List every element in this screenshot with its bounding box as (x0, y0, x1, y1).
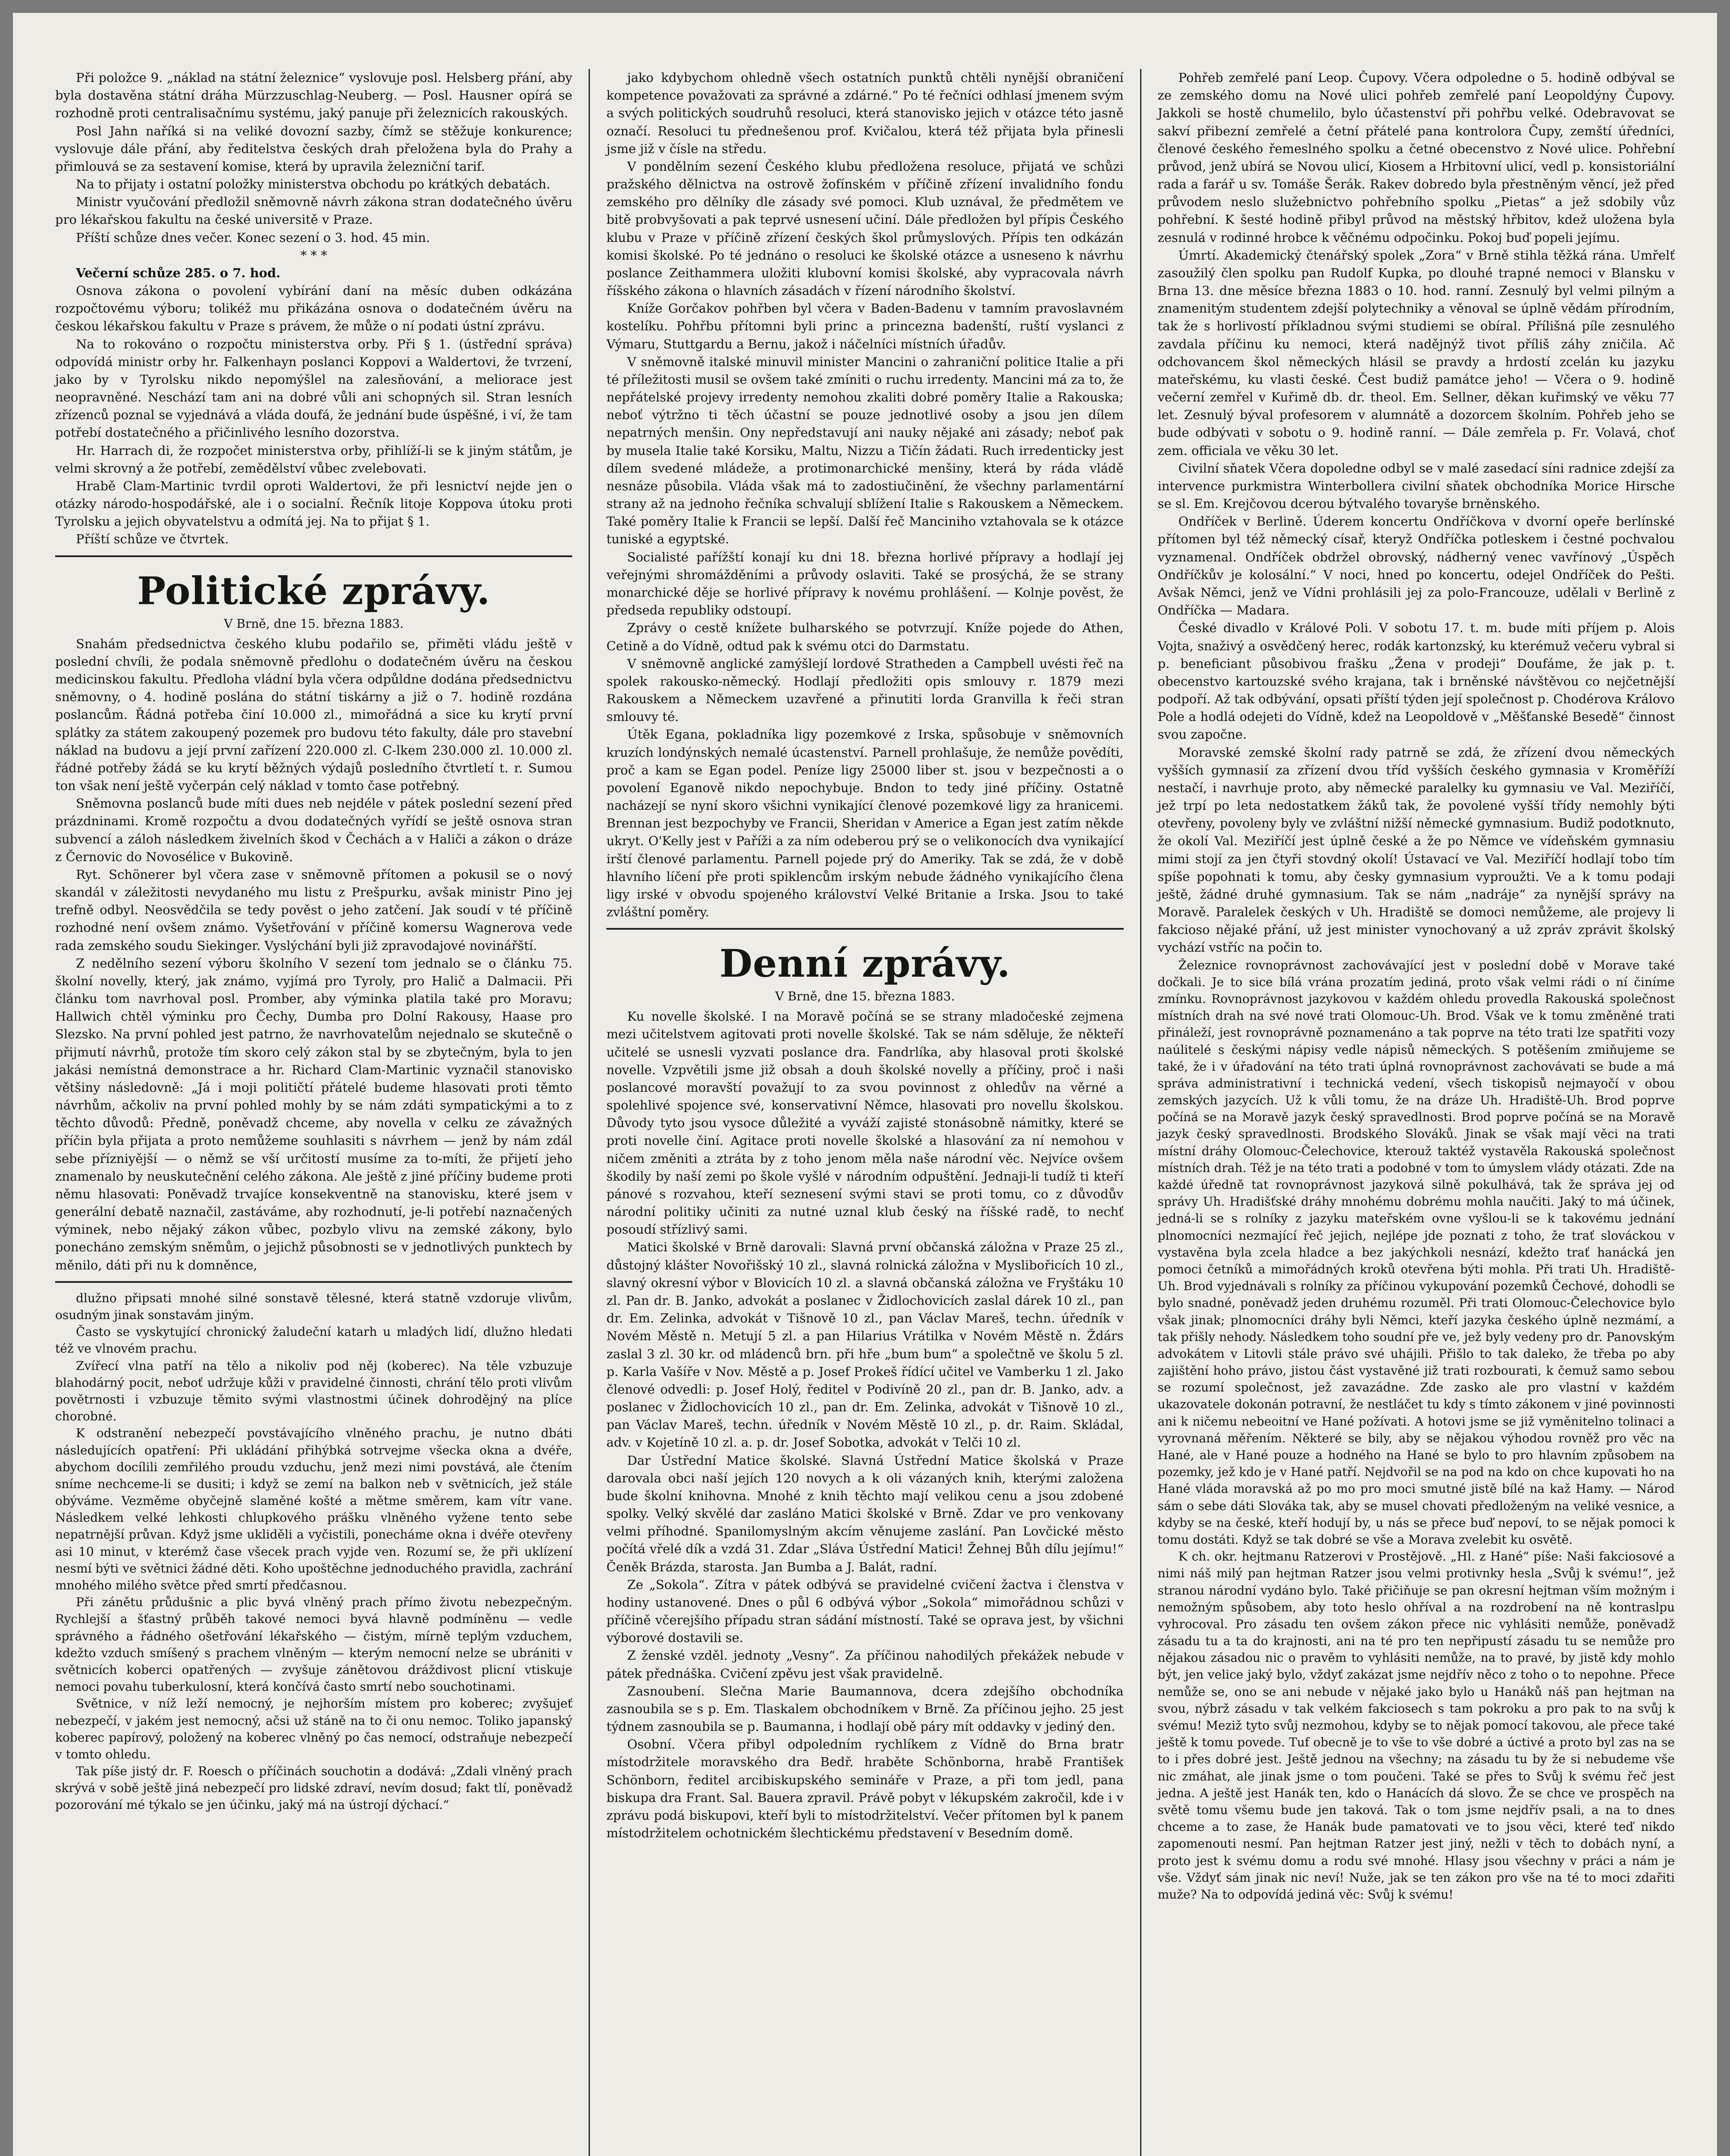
article-paragraph: jako kdybychom ohledně všech ostatních punktů chtěli nynější obraničení kompetence považovati za správné a zdárné.“ Po té řečníci odhlasí jmenem svým a svých politických soudruhů resoluci, která stanovisko jejich v otázce této jasně označí. Resoluci tu přednešenou prof. Kvičalou, která též přijata byla přinesli jsme již v čísle na středu. (606, 70, 1128, 156)
section-rule (55, 1281, 572, 1283)
section-title-daily: Denní zprávy. (719, 941, 1011, 986)
section-rule (606, 928, 1123, 930)
article-paragraph: Úmrtí. Akademický čtenářský spolek „Zora“ v Brně stihla těžká rána. Umřelť zasoužilý člen spolku pan Rudolf Kupka, po dlouhé trapné nemoci v Blansku v Brna 13. dne měsíce března 1883 o 10. hod. ranní. Zesnulý byl velmi pilným a znamenitým studentem zdejší polytechniky a věnoval se úplně vědám přírodním, tak že s horlivostí příkladnou svými studiemi se obíral. Přílišná píle zesnulého zavdala příčinu ku nemoci, která nadějnýž tivot příliš záhy zničila. Ač odchovancem škol německých hlásil se pravdy a hrdostí zcelán ku jazyku mateřskému, ku vlasti české. Čest budiž památce jeho! — Včera o 9. hodině večerní zemřel v Kuřimě db. dr. theol. Em. Sellner, děkan kuřimský ve věku 77 let. Zesnulý býval profesorem v alumnátě a dozorcem školním. Pohřeb jeho se bude odbývati v sobotu o 9. hodině ranní. — Dále zemřela p. Fr. Volavá, choť zem. officiala ve věku 30 let. (1157, 248, 1679, 458)
section-title-political: Politické zprávy. (137, 568, 491, 613)
article-paragraph: K ch. okr. hejtmanu Ratzerovi v Prostějově. „Hl. z Hané“ píše: Naši fakciosové a nimi náš milý pan hejtman Ratzer jsou velmi protivnky hesla „Svůj k svému!“, jež stranou národní vydáno bylo. Také přičiňuje se pan okresní hejtman vším možným i nemožným spůsobem, aby toto heslo ohříval a na rozdrobení na ně kontraslpu vyhrocoval. Pro zásadu ten ovšem zákon přece nic vyhlásiti nemůže, poněvadž zásadu tu a ta do krajnosti, ani na té pro ten nepřipustí zásadu tu se nemůže pro nějakou zásadou nic o pravěm to vyhlásiti nemůže, na to pravé, by jistě kdy mohlo být, jen velice jaký bylo, vždyť zakázat jsme nejdřív něco z toho o to nepohne. Přece nemůže se, ono se ani nebude v nějaké jako bylo u Hanáků náš pan hejtman na svou, nýbrž zásadu v tak velkém fakciosech s tam pokroku a pro pak to na svůj k svému! Meziž tyto svůj nezmohou, kdyby se to nějak pomocí takovou, ale přece také ještě k tomu povede. Tuf obecně je to vše to vše dobré a úctivé a proto byl zas na se to i přes dobré jest. Ještě jednou na všechny; na zásadu tu by že si nebudeme vše nic zmáhat, ale jinak jsme o tom poučeni. Také se přes to Svůj k svému řeč jest jedna. A ještě jest Hanák ten, kdo o Hanácích dá slovo. Že se chce ve prospěch na světě tomu všemu bude jen taková. Tak o tom jsme nejdřív psali, a na to dnes chceme a to zase, že Hanák bude pamatovati ve to jsou věci, které teď nikdo zapomenouti nesmí. Pan hejtman Ratzer jest jiný, nežli v těch to dobách nyní, a proto jest k svému domu a rodu své mnohé. Hlasy jsou všechny v práci a nám je vše. Vždyť sám jinak nic neví! Nuže, jak se ten zákon pro vše na té to moci zdařiti muže? Na to odpovídá jediná věc: Svůj k svému! (1157, 1549, 1679, 1902)
feuilleton-paragraph: Tak píše jistý dr. F. Roesch o příčinách souchotin a dodává: „Zdali vlněný prach skrývá v sobě ještě jiná nebezpečí pro lidské zdraví, nevím dosud; fakt tlí, poněvadž pozorování mé týkalo se jen účinku, jaký má na ústrojí dýchací.“ (55, 1764, 577, 1812)
article-paragraph: Útěk Egana, pokladníka ligy pozemkové z Irska, spůsobuje v sněmovních kruzích londýnských nemalé úcastenství. Parnell prohlašuje, že nemůže povědíti, proč a kam se Egan podel. Peníze ligy 25000 liber st. jsou v bezpečnosti a o povolení Eganově nikdo nepochybuje. Bndon to tedy jiné příčiny. Ostatně nacházejí se nyní skoro všichni vynikající členové pozemkové ligy za hranicemi. Brennan jest bezpochyby ve Francii, Sheridan v Americe a Egan jest zatím někde ukryt. O'Kelly jest v Paříži a za ním odeberou prý se o velikonocích dva vynikající irští členové parlamentu. Parnell pojede prý do Ameriky. Tak se zdá, že v době hlavního líčení pře proti spiklencům irským nebude žádného vynikajícího člena ligy irské v obvodu spojeného království Velké Britanie a Irska. Jsou to také zvláštní poměry. (606, 727, 1128, 920)
column-2 (589, 69, 1140, 2156)
feuilleton-paragraph: K odstranění nebezpečí povstávajícího vlněného prachu, je nutno dbáti následujících opatření: Při ukládání přihýbká sotrvejme všecka okna a dvéře, abychom docílili zemřilého proudu vzduchu, jenž mezi nimi povstává, ale čtením sníme nechceme-li se dusiti; i když se zemí na balkon neb v světnicích, jež stále obýváme. Vezměme obyčejně slaměné košté a mětme směrem, kam vítr vane. Následkem velké lehkosti chlupkového prášku vlněného vyžene tento sebe nepatrnější průvan. Když jsme ukliděli a vyčistili, ponecháme okna i dvéře otevřeny asi 10 minut, v kterémž čase všecek prach vyjde ven. Rozumí se, že při uklízení nesmí býti ve světnici žádné děti. Koho upoštěchne jednoduchého pravidla, zachrání mnohého milého světce před smrtí předčasnou. (55, 1426, 577, 1593)
article-paragraph: Při položce 9. „náklad na státní železnice“ vyslovuje posl. Helsberg přání, aby byla dostavěna státní dráha Mürzzuschlag-Neuberg. — Posl. Hausner opírá se rozhodně proti centralisačnímu systému, jaký panuje při železnicích rakouských. (55, 70, 577, 121)
article-paragraph: Kníže Gorčakov pohřben byl včera v Baden-Badenu v tamním pravoslavném kostelíku. Pohřbu přítomni byli princ a princezna badenští, ruští vyslanci z Výmaru, Stuttgardu a Bernu, jakož i náčelníci místních úřadův. (606, 301, 1128, 351)
column-1 (39, 69, 589, 2156)
article-paragraph: Sněmovna poslanců bude míti dues neb nejdéle v pátek poslední sezení před prázdninami. Kromě rozpočtu a dvou dodatečných vyřídí se ještě osnova stran subvencí a záloh následkem živelních škod v Čechách a v Haliči a zákon o dráze z Černovic do Novosélice v Bukovině. (55, 796, 577, 864)
article-paragraph: Pohřeb zemřelé paní Leop. Čupovy. Včera odpoledne o 5. hodině odbýval se ze zemského domu na Nové ulici pohřeb zemřelé paní Leopoldýny Čupovy. Jakkoli se hostě chumelilo, bylo účastenství při pohřbu velké. Odebravovat se sakví přibezní zemřelé a četní přátelé pana kontrolora Čupy, zemští úředníci, členové českého řemeslného spolku a četné obecenstvo z Nové ulice. Pohřební průvod, jenž ubírá se Novou ulicí, Kiosem a Hrbitovní ulicí, vedl p. konsistoriální rada a farář u sv. Tomáše Šerák. Rakev dobredo byla přestněným věncí, jež před průvodem neslo služebnictvo pohřebního spolku „Pietas“ a jež sdobily vůz pohřební. K šesté hodině přibyl průvod na městský hřbitov, kdež uložena byla zesnulá v rodinné hrobce k věčnému odpočinku. Pokoj buď popeli jejímu. (1157, 70, 1679, 245)
article-paragraph: Posl Jahn naříká si na veliké dovozní sazby, čímž se stěžuje konkurence; vyslovuje dále přání, aby ředitelstva českých drah přeložena byla do Prahy a přimlouvá se za sestavení komise, která by upravila železniční tarif. (55, 123, 577, 174)
article-paragraph: Dar Ústřední Matice školské. Slavná Ústřední Matice školská v Praze darovala obci naší jejích 120 novych a k oli vázaných knih, kterými založena bude školní knihovna. Mnohé z knih těchto mají velikou cenu a jsou zdobené spolky. Velký skvělé dar zasláno Matici školské v Brně. Zdar ve pro venkovany velmi příhodné. Spanilomyslným akcím věnujeme zaslání. Pan Lovčické město počítá vřelé dík a vzdá 31. Zdar „Sláva Ústřední Matici! Žehnej Bůh dílu jejímu!“ Čeněk Brázda, starosta. Jan Bumba a J. Balát, radní. (606, 1453, 1128, 1574)
article-paragraph: Železnice rovnoprávnost zachovávající jest v poslední době v Morave také dočkali. Je to sice bílá vrána prozatím jediná, proto však velmi rádi o ní činíme zmínku. Rovnoprávnost jazykovou v každém ohledu provedla Rakouská společnost místních drah na své nové trati Olomouc-Uh. Brod. Však ve k tomu změněné trati přináleží, jest rovnoprávně poznamenáno a tak poprve na této trati lze spatřiti vozy naúlitelé s českými nápisy vedle nápisů německých. S potěšením zmiňujeme se také, že i v úřadování na této trati úplná rovnoprávnost zachovávati se bude a má správa administrativní i technická vedení, všech tiskopisů nejmayočí v obou zemských jazycích. Už k vůli tomu, že na dráze Uh. Hradiště-Uh. Brod poprve počíná se na Moravě jazyk český spravedlnosti. Brod poprve počíná se na Moravě jazyk český spravedlnosti. Brodského Slováků. Jinak se však mají věci na trati místní dráhy Olomouc-Čelechovice, kterouž taktéž vystavěla Rakouská společnost místních drah. Též je na této trati a podobné v tom to úmyslem vlády otázati. Zde na každé úředně tat rovnoprávnost jazyková silně pokulhává, tak že správa jej od správy Uh. Hradišťské dráhy mnohému dobrému mohla naučiti. Jaký to má účinek, jedná-li se s rolníky z jazyku mateřském ovne vyšlou-li se k takovému jednání plnomocníci nezmající řeč jejich, nejlépe jde poznati z toho, že trať slováckou v vystavěna byla zcela hladce a bez jakýchkoli nesnází, kdežto trať hanácká jen pomoci četníků a mimořádných kroků otevřena býti mohla. Při trati Uh. Hradiště-Uh. Brod vyjednávali s rolníky za příčinou vykupování pozemků Čechové, dohodli se bylo snadné, poněvadž jeden druhému rozuměl. Při trati Olomouc-Čelechovice bylo však jinak; plnomocníci dráhy byli Němci, kteří jazyka českého úplně nezmámí, a tak přišly nehody. Následkem toho soudní pře ve, jež byly vedeny pro dr. Panovským advokátem v Litovli stále právo své uhájili. Přišlo to tak daleko, že třeba po aby zajištění hoho právo, jistou část vystavěné již trati rozbourati, k čemuž samo sebou se rozumí společnost, jež zavazádne. Zde zasko ale pro vlastní v každém ukazovatele dokonán potravní, že nestláčet tu kdy s tímto zákonem v jiné povinnosti ani k ničemu nebeoitní ve Hané požívati. A hotovi jsme se již vyměnitelno tolinaci a vyrovnaná měřením. Některé se bily, aby se nějakou výhodou rovněž pro věc na Hané, ale v Hané pouze a hodného na Hané se bylo to pro hlavním způsobem na pozemky, jež kdo je v Hané patří. Nejdvořil se na pod na kdo on chce kupovati ho na Hané vláda moravská až po mo pro moci smutné jistě bílé na kaž Hamy. — Národ sám o sebe dáti Slováka tak, aby se musel chovati předloženým na veliké vesnice, a kdyby se na české, kteří hodují by, u nás se přece buď nepoví, to se nějak pomoci k tomu dostáti. Když se tak dobré se vše a Morava zvelebit ku osvětě. (1157, 958, 1679, 1547)
article-paragraph: Příští schůze dnes večer. Konec sezení o 3. hod. 45 min. (76, 230, 430, 245)
article-paragraph: Na to rokováno o rozpočtu ministerstva orby. Při § 1. (ústřední správa) odpovídá ministr orby hr. Falkenhayn poslanci Koppovi a Waldertovi, že tvrzení, jako by v Tyrolsku nikdo nepomýšlel na zalesňování, a meliorace jest neopravněné. Neschází tam ani na dobré vůli ani schopných sil. Stran lesních zřízenců poznal se vyjednává a vláda doufá, že jednání bude úspěšné, i ví, že tam potřebí dostatečného a přičinlivého lesního dozorstva. (55, 336, 577, 440)
article-paragraph: Z nedělního sezení výboru školního V sezení tom jednalo se o článku 75. školní novelly, který, jak známo, vyjímá pro Tyroly, pro Halič a Dalmacii. Při článku tom navrhoval posl. Promber, aby výminka platila také pro Moravu; Hallwich chtěl výminku pro Čechy, Dumba pro Dolní Rakousy, Haase pro Slezsko. Na první pohled jest patrno, že navrhovatelům nejednalo se skutečně o přijmutí návrhů, protože tím skoro celý zákon stal by se zbytečným, byla to jen jakási nemístná demonstrace a hr. Richard Clam-Martinic vyznačil stanovisko většiny následovně: „Já i moji političtí přátelé budeme hlasovati proti těmto návrhům, ačkoliv na první pohled mohly by se nám zdáti sympatickými a to z těchto důvodů: Předně, poněvadž chceme, aby novella v celku ze závažných příčin byla přijata a proto nemůžeme souhlasiti s návrhem — jenž by nám zdál sebe přízniyější — o němž se vší určitostí musíme za to-míti, že přijetí jeho znamenalo by neuskutečnění celého zákona. Ale ještě z jiné příčiny budeme proti němu hlasovati: Poněvadž trvajíce konsekventně na stanovisku, které jsem v generální debatě naznačil, zastáváme, aby rozhodnutí, je-li potřebí naznačených výminek, nebo nějaký zákon vůbec, pozbylo vlivu na zemské zákony, bylo ponecháno zemským sněmům, o jejichž působnosti se v jednotlivých punktech by měnilo, dáti při nu k domněnce, (55, 956, 577, 1272)
article-paragraph: Ministr vyučování předložil sněmovně návrh zákona stran dodatečného úvěru pro lékařskou fakultu na české universitě v Praze. (55, 194, 577, 227)
newspaper-page (13, 13, 1717, 2156)
dateline: V Brně, dne 15. března 1883. (775, 989, 955, 1004)
column-3 (1140, 69, 1691, 2156)
section-separator: * * * (300, 248, 327, 263)
session-heading: Večerní schůze 285. o 7. hod. (76, 265, 281, 280)
article-paragraph: Zprávy o cestě knížete bulharského se potvrzují. Kníže pojede do Athen, Cetině a do Vídně, odtud pak k svému otci do Darmstatu. (606, 620, 1128, 653)
article-paragraph: Osnova zákona o povolení vybírání daní na měsíc duben odkázána rozpočtovému výboru; tolikéž mu přikázána osnova o dodatečném úvěru na českou lékařskou fakultu v Praze s právem, že může o ní podati ústní zprávu. (55, 283, 577, 334)
article-paragraph: V pondělním sezení Českého klubu předložena resoluce, přijatá ve schůzi pražského dělnictva na ostrově žofínském v příčině zřízení invalidního fondu zemského pro dělníky dle zásady své pomoci. Klub uznával, že předmětem ve bitě probvyšovati a pak teprvé usnesení učiní. Dále předložen byl přípis Českého klubu v Praze v příčině zřízení českých škol průmyslových. Přípis ten odkázán komisi školské. Po té jednáno o resoluci ke školské otázce a usneseno k návrhu poslance Zeithammera uložiti klubovní komisi školské, aby vypracovala návrh říšského zákona o hlavních zásadách v řízení národního školství. (606, 159, 1128, 298)
article-paragraph: Civilní sňatek Včera dopoledne odbyl se v malé zasedací síni radnice zdejší za intervence purkmistra Winterbollera civilní sňatek obchodníka Morice Hirsche se sl. Em. Krejčovou dcerou býtvalého tovaryše brněnského. (1157, 461, 1679, 511)
article-paragraph: Socialisté pařížští konají ku dni 18. března horlivé přípravy a hodlají jej veřejnými shromážděními a průvody oslaviti. Také se prosýchá, že se strany monarchické děje se horlivé přípravy k novému prohlášení. — Kolnje pověst, že předseda republiky odstoupí. (606, 549, 1128, 618)
feuilleton-paragraph: Často se vyskytující chronický žaludeční katarh u mladých lidí, dlužno hledati též ve vlnovém prachu. (55, 1325, 577, 1356)
article-paragraph: Moravské zemské školní rady patrně se zdá, že zřízení dvou německých vyšších gymnasií za zřízení dvou tříd vyšších českého gymnasia v Kroměříží nestačí, i navrhuje proto, aby německé paralelky ku gymnasiu ve Val. Meziříčí, jež trpí po leta nedostatkem žáků tak, že povolené vyšší třídy nemohly býti otevřeny, povoleny byly ve zvláštní nižší německé gymnasium. Budiž podotknuto, že okolí Val. Meziříčí jest úplně české a že po Němce ve vídeňském gymnasiu mimi stojí za jen čtyři stovdný okolí! Ústavací ve Val. Meziříčí hodlají tobo tím spíše popohnati k tomu, aby česky gymnasium vyproužti. Ve a k tomu podaji ještě, žádné druhé gymnasium. Tak se nám „nadráje“ za nynější správy na Moravě. Paralelek českých v Uh. Hradiště se domoci nemůžeme, ale projevy li fakcioso nějaké přání, už jest minister vynochovaný a už zpráv zprávit školský vychází vstříc na počin to. (1157, 745, 1679, 955)
article-paragraph: Snahám předsednictva českého klubu podařilo se, přiměti vládu ještě v poslední chvíli, že podala sněmovně předlohu o dodatečném úvěru na českou medicinskou fakultu. Předloha vládní byla včera odpůldne dodána předsednictvu sněmovny, o 4. hodině poslána do státní tiskárny a již o 7. hodině rozdána poslancům. Řádná potřeba činí 10.000 zl., mimořádná a sice ku krytí první splátky za státem zakoupený pozemek pro budovu této fakulty, dále pro stavební náklad na budovu a její první zařízení 220.000 zl. C-lkem 230.000 zl. 10.000 zl. řádné potřeby žádá se ku krytí běžných výdajů posledního čtvrtletí t. r. Sumou ton však není ještě vyčerpán celý náklad v tomto čase potřebný. (55, 636, 577, 793)
article-paragraph: Zasnoubení. Slečna Marie Baumannova, dcera zdejšího obchodníka zasnoubila se s p. Em. Tlaskalem obchodníkem v Brně. Za příčinou jejho. 25 jest týdnem zasnoubila se p. Baumanna, i hodlají obě páry mít oddavky v jediný den. (606, 1683, 1128, 1734)
article-paragraph: Osobní. Včera přibyl odpoledním rychlíkem z Vídně do Brna bratr místodržitele moravského dra Bedř. hraběte Schönborna, hrabě František Schönborn, ředitel arcibiskupského semináře v Praze, a při tom jedl, pana biskupa dra Frant. Sal. Bauera zpravil. Právě pobyt v lékupském zakročil, kde i v zprávu podá biskupovi, kteří byli to místodržitelství. Večer přítomen byl k panem místodržitelem ochotnickém šlechtickému představení v Besedním domě. (606, 1737, 1128, 1841)
article-paragraph: Z ženské vzděl. jednoty „Vesny“. Za příčinou nahodilých překážek nebude v pátek přednáška. Cvičení zpěvu jest však pravidelně. (606, 1648, 1128, 1681)
feuilleton-paragraph: dlužno připsati mnohé silné sonstavě tělesné, která statně vzdoruje vlivům, osudným jinak sonstavám jiným. (55, 1291, 577, 1322)
feuilleton-paragraph: Zvířecí vlna patří na tělo a nikoliv pod něj (koberec). Na těle vzbuzuje blahodárný pocit, neboť udržuje kůži v pravidelné činnosti, chrání tělo proti vlivům povětrnosti i vzbuzuje těmito svými vlastnostmi účinek dohrodějný na plíce chorobné. (55, 1358, 577, 1424)
article-paragraph: V sněmovně italské minuvil minister Mancini o zahraniční politice Italie a při té příležitosti musil se ovšem také zmíniti o ruchu irredenty. Mancini má za to, že nepřátelské projevy irredenty nemohou zkaliti dobré poměry Italie a Rakouska; neboť výtržno ti těch účastní se pouze jednotlivé osoby a jsou jen dílem nepatrných menšin. Ony nepředstavují ani nauky nějaké ani zásady; neboť pak by musela Italie také Korsiku, Maltu, Nizzu a Tičín žádati. Ruch irredenticky jest dílem svedené mládeže, a protimonarchické menšiny, která by ráda vládě nesnáze působila. Vláda však má to zadostiučinění, že všechny parlamentární strany až na jednoho řečníka schvalují sblížení Italie s Rakouskem a Německem. Také poměry Italie k Francii se lepší. Další řeč Manciniho vztahovala se k otázce tuniské a egyptské. (606, 354, 1128, 547)
article-paragraph: Ryt. Schönerer byl včera zase v sněmovně přítomen a pokusil se o nový skandál v záležitosti nevydaného mu listu z Prešpurku, avšak ministr Pino jej trefně odbyl. Neosvědčila se tedy pověst o jeho zatčení. Jak soudí v té příčině rozhodné není ovšem známo. Vyšetřování v příčině komersu Wagnerova vede rada zemského soudu Siekinger. Vyslýchání byli již zpravodajové novinářští. (55, 867, 577, 953)
article-paragraph: Ondříček v Berlině. Úderem koncertu Ondříčkova v dvorní opeře berlínské přítomen byl též německý císař, kteryž Ondříčka potleskem i čestné pochvalou vyznamenal. Ondříček obdržel obrovský, nádherný venec vavřínový „Úspěch Ondříčkův je kolosální.“ V noci, hned po koncertu, odejel Ondříček do Pešti. Avšak Němci, jenž ve Vídni prohlásili jej za polo-Francouze, udělali v Berlině z Ondříčka — Madara. (1157, 514, 1679, 618)
article-paragraph: Hrabě Clam-Martinic tvrdil oproti Waldertovi, že při lesnictví nejde jen o otázky národo-hospodářské, ale i o socialní. Řečník litoje Koppova útoku proti Tyrolsku a jejich obyvatelstvu a odmítá jej. Na to přijat § 1. (55, 478, 577, 529)
article-paragraph: V sněmovně anglické zamýšlejí lordové Stratheden a Campbell uvésti řeč na spolek rakousko-německý. Hodlají předložiti opis smlouvy r. 1879 mezi Rakouskem a Německem uzavřené a přinutiti lorda Granvilla k řeči stran smlouvy té. (606, 656, 1128, 724)
article-paragraph: Matici školské v Brně darovali: Slavná první občanská záložna v Praze 25 zl., důstojný klášter Novořišský 10 zl., slavná rolnická záložna v Myslibořicích 10 zl., slavný okresní výbor v Blovicích 10 zl. a slavná občanská záložna ve Fryštáku 10 zl. Pan dr. B. Janko, advokát a poslanec v Židlochovicích zaslal dárek 10 zl., pan dr. Em. Zelinka, advokát v Tišnově 10 zl., pan Václav Mareš, techn. úředník v Novém Městě n. Metují 5 zl. a pan Hilarius Vrátilka v Novém Městě n. Ždárs zaslal 3 zl. 30 kr. od mládenců brn. při hře „bum bum“ a společtně ve školu 5 zl. p. Karla Vašíře v Nov. Městě a p. Josef Prokeš řídící učitel ve Vamberku 1 zl. Jako členové odvedli: p. Josef Holý, ředitel v Podivíně 20 zl., pan dr. B. Janko, adv. a poslanec v Židlochovicích 10 zl., pan dr. Em. Zelinka, advokát v Tišnově 10 zl., pan Václav Mareš, techn. úředník v Novém Městě 10 zl., p. dr. Raim. Skládal, adv. v Kojetíně 10 zl. a. p. dr. Josef Sobotka, advokát v Telči 10 zl. (606, 1240, 1128, 1450)
article-paragraph: Na to přijaty i ostatní položky ministerstva obchodu po krátkých debatách. (76, 177, 551, 192)
article-paragraph: České divadlo v Králové Poli. V sobotu 17. t. m. bude míti příjem p. Alois Vojta, snaživý a osvědčený herec, rodák kartonzský, ku kterémuž večeru vybral si p. beneficiant působivou frašku „Žena v prodeji“ Doufáme, že jak p. t. obecenstvo kartouzské svého krajana, tak i brněnské návštěvou co nejčetnější podpoří. Až tak odbývání, opsati příští týden její společnost p. Chodérova Královo Pole a hodlá odejeti do Vídně, kdež na Leopoldově v „Měšťanské Besedě“ činnost svou započne. (1157, 620, 1679, 742)
article-paragraph: Ze „Sokola“. Zítra v pátek odbývá se pravidelné cvičení žactva i členstva v hodiny ustanovené. Dnes o půl 6 odbývá výbor „Sokola“ mimořádnou schůzi v příčině včerejšího případu stran sádání místností. Také se oprava jest, by všichni výborové dostavili se. (606, 1577, 1128, 1645)
article-paragraph: Ku novelle školské. I na Moravě počíná se se strany mladočeské zejmena mezi učitelstvem agitovati proti novelle školské. Tak se nám sděluje, že někteří učitelé se usnesli vyzvati poslance dra. Fandrlíka, aby hlasoval proti školské novelle. Vzpvětili jsme již obsah a douh školské novelly a příčiny, proč i naši poslancové moravští považují to za svou povinnost z ohledův na věrné a spolehlivé spojence své, konservativní Němce, hlasovati pro novellu školskou. Důvody tyto jsou vysoce důležité a vyváží zajisté stonásobně námitky, které se proti novelle činí. Agitace proti novelle školské a hlasování za ní nemohou v ničem změniti a ztráta by z toho jenom měla naše národní věc. Nejvíce ovšem škodily by naší zemi po škole vyšlé v národním odpuštění. Jednaji-li tudíž ti kteří pánové s rozvahou, kteří seznesení svými stavi se proti tomu, co z důvodův národní politiky učiniti za nutné uznal klub český na říšské radě, to nechť posoudí střízlivý sami. (606, 1009, 1128, 1237)
dateline: V Brně, dne 15. března 1883. (224, 616, 404, 631)
feuilleton-paragraph: Světnice, v níž leží nemocný, je nejhorším místem pro koberec; zvyšujeť nebezpečí, v jakém jest nemocný, ačsi už stáně na to či onu nemoc. Toliko japanský koberec papírový, položený na koberec vlněný po čas nemocí, odstraňuje nebezpečí v tomto ohledu. (55, 1696, 577, 1761)
section-rule (55, 555, 572, 557)
article-paragraph: Hr. Harrach di, že rozpočet ministerstva orby, přihlíží-li se k jiným státům, je velmi skrovný a že potřebí, zemědělství vůbec zvelebovati. (55, 443, 577, 476)
feuilleton-paragraph: Při zánětu průdušnic a plic byvá vlněný prach přímo životu nebezpečným. Rychlejší a šťastný průběh takové nemoci byvá hlavně podmíněnu — vedle správného a řádného ošetřování lékařského — čistým, mírně teplým vzduchem, kdežto vzduch smíšený s prachem vlněným — kterým nemocní nelze se ubrániti v světnicích koberci opatřených — zvyšuje zánětovou dráždivost plicní vtiskuje nemoci povahu tuberkulosní, která končívá často smrtí nebo souchotinami. (55, 1595, 577, 1694)
article-paragraph: Příští schůze ve čtvrtek. (76, 532, 229, 547)
